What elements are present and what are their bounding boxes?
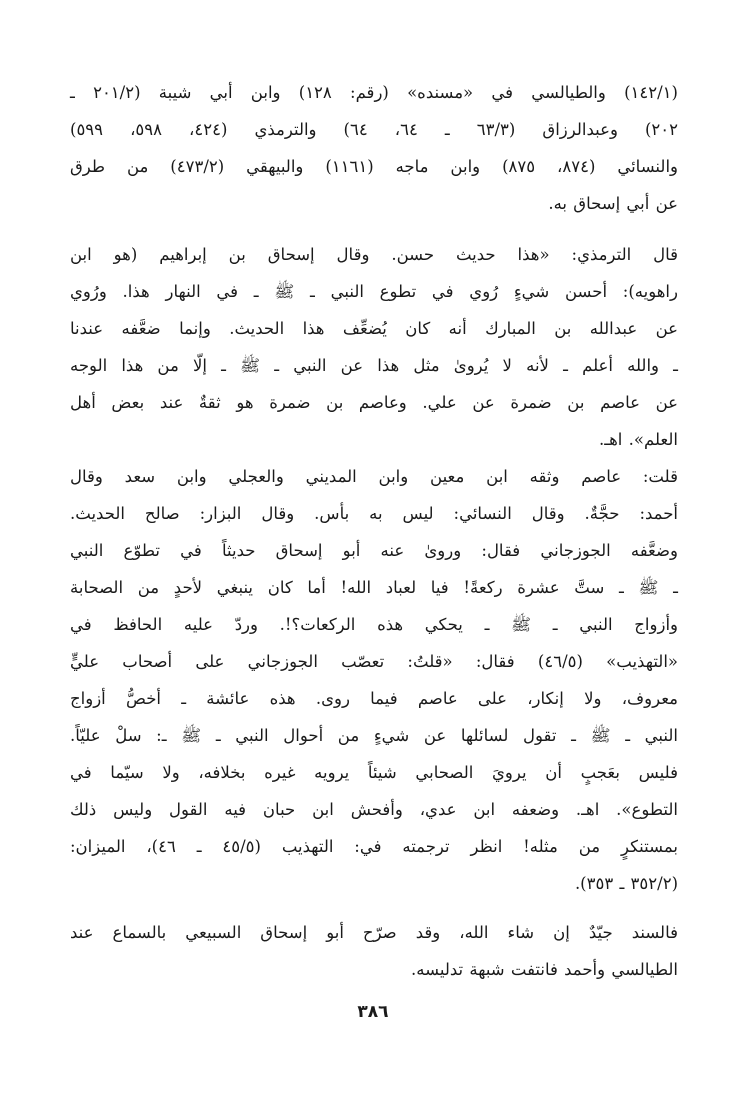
text-line: النبي ـ ﷺ ـ تقول لسائلها عن شيءٍ من أحوال النبي ـ ﷺ ـ: سلْ عليّاً. <box>70 726 678 745</box>
text-line: «التهذيب» (٤٦/٥) فقال: «قلتُ: تعصّب الجوزجاني على أصحاب عليٍّ <box>70 652 679 671</box>
text-line: فليس بعَجبٍ أن يرويَ الصحابي شيئاً يرويه غيره بخلافه، ولا سيّما في <box>70 763 678 782</box>
page-body <box>70 74 678 988</box>
text-line: ٢٠٢) وعبدالرزاق (٦٣/٣ ـ ٦٤، ٦٤) والترمذي (٤٢٤، ٥٩٨، ٥٩٩) <box>70 120 678 139</box>
text-line: ـ ﷺ ـ ستَّ عشرة ركعةً! فيا لعباد الله! أما كان ينبغي لأحدٍ من الصحابة <box>70 578 678 597</box>
paragraph-references <box>70 74 678 222</box>
text-line: الطيالسي وأحمد فانتفت شبهة تدليسه. <box>411 960 678 979</box>
text-line: والنسائي (٨٧٤، ٨٧٥) وابن ماجه (١١٦١) والبيهقي (٤٧٣/٢) من طرق <box>70 157 678 176</box>
text-line: أحمد: حجَّةٌ. وقال النسائي: ليس به بأس. وقال البزار: صالح الحديث. <box>70 504 678 523</box>
paragraph-conclusion <box>70 914 678 988</box>
text-line: قال الترمذي: «هذا حديث حسن. وقال إسحاق بن إبراهيم (هو ابن <box>70 245 678 264</box>
text-line: (٣٥٢/٢ ـ ٣٥٣). <box>574 874 678 893</box>
paragraph-tirmidhi <box>70 236 678 458</box>
text-line: وضعَّفه الجوزجاني فقال: وروىٰ عنه أبو إسحاق حديثاً في تطوّع النبي <box>70 541 678 560</box>
text-line: بمستنكرٍ من مثله! انظر ترجمته في: التهذيب (٤٥/٥ ـ ٤٦)، الميزان: <box>70 837 678 856</box>
text-line: وأزواج النبي ـ ﷺ ـ يحكي هذه الركعات؟!. وردّ عليه الحافظ في <box>70 615 678 634</box>
text-line: فالسند جيّدٌ إن شاء الله، وقد صرّح أبو إسحاق السبيعي بالسماع عند <box>70 923 678 942</box>
text-line: معروف، ولا إنكار، على عاصم فيما روى. هذه عائشة ـ أخصُّ أزواج <box>70 689 678 708</box>
text-line: قلت: عاصم وثقه ابن معين وابن المديني والعجلي وابن سعد وقال <box>70 467 678 486</box>
text-line: التطوع». اهـ. وضعفه ابن عدي، وأفحش ابن حبان فيه القول وليس ذلك <box>70 800 678 819</box>
text-line: عن أبي إسحاق به. <box>548 194 678 213</box>
text-line: عن عاصم بن ضمرة عن علي. وعاصم بن ضمرة هو ثقةٌ عند بعض أهل <box>70 393 678 412</box>
text-line: ـ والله أعلم ـ لأنه لا يُروىٰ مثل هذا عن النبي ـ ﷺ ـ إلّا من هذا الوجه <box>70 356 678 375</box>
text-line: راهويه): أحسن شيءٍ رُوي في تطوع النبي ـ ﷺ ـ في النهار هذا. ورُوي <box>70 282 678 301</box>
text-line: (١٤٢/١) والطيالسي في «مسنده» (رقم: ١٢٨) وابن أبي شيبة (٢٠١/٢ ـ <box>70 83 678 102</box>
paragraph-qultu <box>70 458 678 902</box>
text-line: العلم». اهـ. <box>599 430 678 449</box>
page-number: ٣٨٦ <box>357 1002 389 1022</box>
text-line: عن عبدالله بن المبارك أنه كان يُضعِّف هذا الحديث. وإنما ضعَّفه عندنا <box>70 319 678 338</box>
